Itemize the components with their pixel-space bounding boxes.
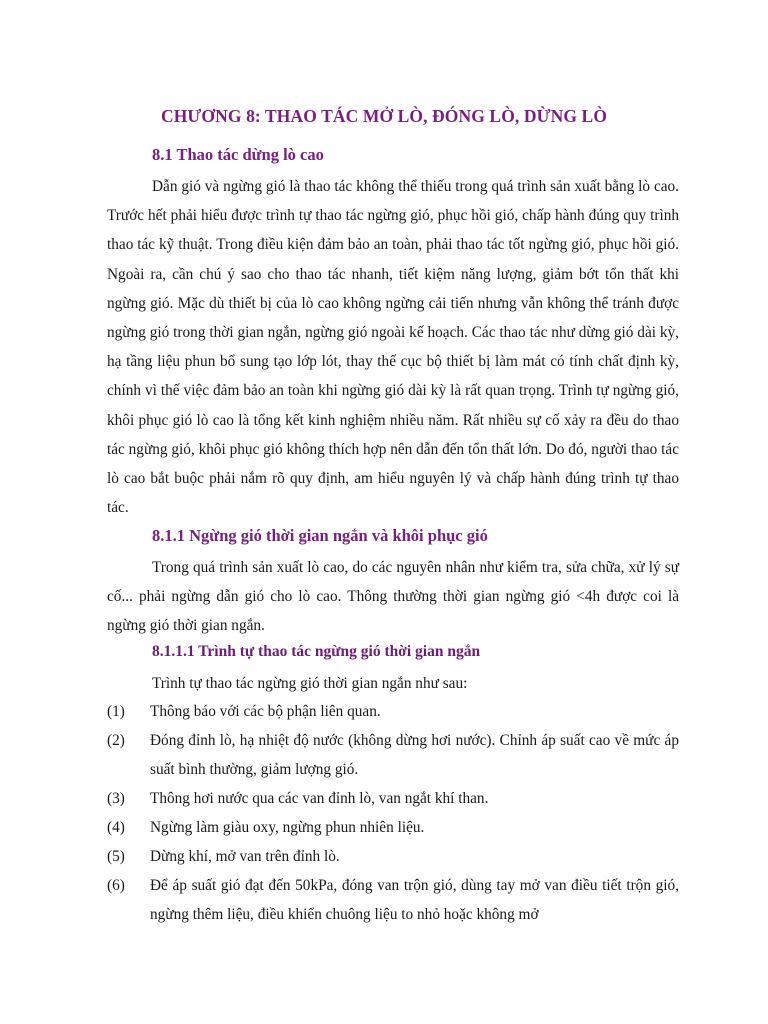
step-number: (5) bbox=[107, 848, 125, 865]
step-item bbox=[107, 784, 679, 813]
step-item bbox=[107, 726, 679, 784]
section-heading-8-1: 8.1 Thao tác dừng lò cao bbox=[152, 145, 324, 164]
step-text: Để áp suất gió đạt đến 50kPa, đóng van trộn gió, dùng tay mở van điều tiết trộn gió, ngừng thêm liệu, điều khiển chuông liệu to nhỏ hoặc không mở bbox=[150, 877, 679, 923]
step-number: (1) bbox=[107, 703, 125, 720]
step-item bbox=[107, 697, 679, 726]
step-text: Dừng khí, mở van trên đỉnh lò. bbox=[150, 848, 340, 865]
step-number: (3) bbox=[107, 790, 125, 807]
step-number: (4) bbox=[107, 819, 125, 836]
step-text: Ngừng làm giàu oxy, ngừng phun nhiên liệu. bbox=[150, 819, 425, 836]
section-8-1-paragraph: Dẫn gió và ngừng gió là thao tác không thể thiếu trong quá trình sản xuất bằng lò cao. Trước hết phải hiểu được trình tự thao tác ngừng gió, phục hồi gió, chấp hành đúng quy trình thao tác kỹ thuật. Trong điều kiện đảm bảo an toàn, phải thao tác tốt ngừng gió, phục hồi gió. Ngoài ra, cần chú ý sao cho thao tác nhanh, tiết kiệm năng lượng, giảm bớt tổn thất khi ngừng gió. Mặc dù thiết bị của lò cao không ngừng cải tiến nhưng vẫn không thể tránh được ngừng gió trong thời gian ngắn, ngừng gió ngoài kế hoạch. Các thao tác như dừng gió dài kỳ, hạ tầng liệu phun bổ sung tạo lớp lót, thay thế cục bộ thiết bị làm mát có tính chất định kỳ, chính vì thế việc đảm bảo an toàn khi ngừng gió dài kỳ là rất quan trọng. Trình tự ngừng gió, khôi phục gió lò cao là tổng kết kinh nghiệm nhiều năm. Rất nhiều sự cố xảy ra đều do thao tác ngừng gió, khôi phục gió không thích hợp nên dẫn đến tổn thất lớn. Do đó, người thao tác lò cao bắt buộc phải nắm rõ quy định, am hiểu nguyên lý và chấp hành đúng trình tự thao tác. bbox=[107, 178, 679, 517]
section-heading-8-1-1: 8.1.1 Ngừng gió thời gian ngắn và khôi phục gió bbox=[152, 526, 488, 545]
step-number: (2) bbox=[107, 732, 125, 749]
steps-list bbox=[107, 697, 679, 929]
step-number: (6) bbox=[107, 877, 125, 894]
chapter-title: CHƯƠNG 8: THAO TÁC MỞ LÒ, ĐÓNG LÒ, DỪNG LÒ bbox=[160, 106, 608, 126]
step-text: Đóng đỉnh lò, hạ nhiệt độ nước (không dừng hơi nước). Chỉnh áp suất cao về mức áp suất bình thường, giảm lượng gió. bbox=[150, 732, 679, 778]
steps-intro: Trình tự thao tác ngừng gió thời gian ngắn như sau: bbox=[152, 675, 468, 692]
step-item bbox=[107, 842, 679, 871]
step-text: Thông hơi nước qua các van đỉnh lò, van ngắt khí than. bbox=[150, 790, 489, 807]
step-item bbox=[107, 871, 679, 929]
step-item bbox=[107, 813, 679, 842]
section-heading-8-1-1-1: 8.1.1.1 Trình tự thao tác ngừng gió thời gian ngắn bbox=[152, 643, 481, 660]
step-text: Thông báo với các bộ phận liên quan. bbox=[150, 703, 381, 720]
section-8-1-1-paragraph: Trong quá trình sản xuất lò cao, do các nguyên nhân như kiểm tra, sửa chữa, xử lý sự cố... phải ngừng dẫn gió cho lò cao. Thông thường thời gian ngừng gió <4h được coi là ngừng gió thời gian ngắn. bbox=[107, 559, 679, 635]
